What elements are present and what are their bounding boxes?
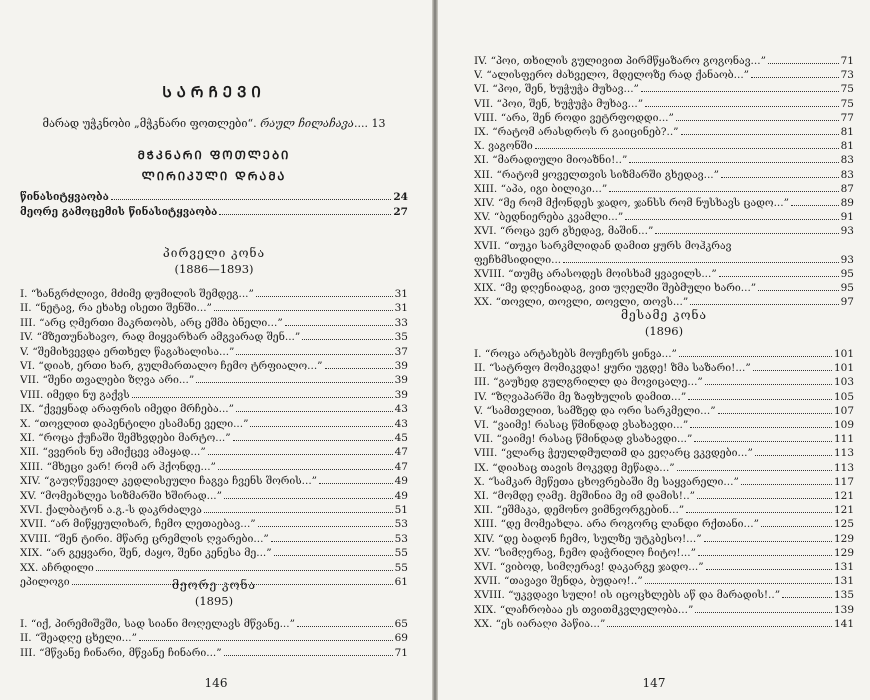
toc-leader-dots	[681, 125, 839, 135]
toc-entry-title: XV. “ბედნიერება კვამლი...”	[474, 211, 624, 224]
toc-entry	[474, 603, 854, 617]
toc-leader-dots	[274, 546, 393, 556]
intro-text: მარად უჭკნობი „მჭკნარი ფოთლები“.	[42, 117, 257, 130]
toc-entry-page: 47	[394, 446, 408, 459]
toc-leader-dots	[132, 388, 393, 398]
toc-entry	[474, 461, 854, 475]
toc-entry-title: XVI. ქალბატონ ა.გ.-ს დაკრძალვა	[20, 504, 202, 516]
toc-entry-title: VIII. “არა, შენ როდი ვეტრფოდდი...”	[474, 111, 674, 124]
toc-entry-page: 129	[833, 532, 854, 545]
toc-leader-dots	[302, 330, 392, 340]
toc-entry-title: XVIII. “უკვდავი სული! ის იცოცხლებს აწ და მარადის!..”	[474, 589, 781, 602]
toc-leader-dots	[625, 210, 838, 220]
toc-entry-page: 27	[393, 205, 408, 218]
toc-leader-dots	[791, 196, 839, 206]
toc-leader-dots	[690, 295, 838, 305]
toc-title: ᲡᲐᲠᲩᲔᲕᲘ	[162, 83, 266, 101]
toc-leader-dots	[758, 281, 838, 291]
toc-leader-dots	[271, 532, 393, 542]
toc-entry-title: VI. “დიახ, ერთი ხარ, გულმართალო ჩემო ტრფიალო...”	[20, 360, 323, 372]
part2-title: მეორე კონა	[171, 578, 257, 592]
toc-entry	[20, 503, 408, 517]
toc-leader-dots	[655, 224, 838, 234]
toc-entry-page: 81	[840, 126, 854, 138]
toc-entry-page: 47	[394, 460, 408, 473]
toc-entry	[474, 588, 854, 602]
toc-entry-title: III. “გაუხედ გულგრილლ და მოვიცალე...”	[474, 376, 703, 389]
page-number-left: 146	[204, 676, 228, 690]
toc-entry-page: 89	[840, 197, 854, 209]
section-title-lyric-drama: ᲚᲘᲠᲘᲙᲣᲚᲘ ᲓᲠᲐᲛᲐ	[141, 169, 287, 183]
toc-entry-title: წინასიტყვაობა	[20, 191, 109, 203]
toc-entry-title: IX. “დიახაც თავის მოკვდე მეწადა...”	[474, 461, 675, 474]
toc-leader-dots	[236, 402, 393, 412]
toc-leader-dots	[718, 404, 832, 414]
toc-leader-dots	[219, 205, 391, 215]
toc-leader-dots	[705, 375, 832, 385]
toc-entry-page: 111	[833, 433, 854, 446]
toc-entry	[20, 402, 408, 416]
toc-entry-page: 83	[840, 168, 854, 181]
right-page	[438, 0, 870, 700]
toc-entry	[474, 82, 854, 96]
toc-entry	[20, 345, 408, 359]
toc-leader-dots	[250, 417, 392, 427]
toc-entry-page: 101	[833, 348, 854, 360]
toc-entry-title: V. “სამთვლით, სამზედ და ორი სარკმელი...”	[474, 404, 716, 417]
toc-entry-title: II. “სატრფო მომიკვდა! ყური უგდე! ზმა საზარი!...”	[474, 362, 751, 375]
toc-entry	[20, 301, 408, 315]
toc-entry	[474, 54, 854, 68]
toc-entry	[474, 503, 854, 517]
toc-entry-title: XIV. “დე ბადონ ჩემო, სულზე უტკბესო!...”	[474, 532, 702, 545]
toc-entry-page: 55	[394, 561, 408, 574]
toc-entry-page: 95	[840, 268, 854, 280]
toc-entry-page: 61	[394, 576, 408, 588]
toc-entry-page: 135	[833, 589, 854, 602]
toc-entry-title: IX. “ქვეყნად არაფრის იმედი მრჩება...”	[20, 403, 235, 416]
toc-entry-title: IV. “ზღვაპარში მე ზაფხულის დამით...”	[474, 390, 687, 403]
toc-entry-title: ეპილოგი	[20, 576, 70, 588]
toc-entry-page: 105	[833, 390, 854, 403]
section-title-faded-leaves: ᲛᲭᲙᲜᲐᲠᲘ ᲤᲝᲗᲚᲔᲑᲘ	[137, 148, 291, 162]
toc-entry-page: 103	[833, 376, 854, 389]
toc-entry-page: 87	[840, 182, 854, 195]
toc-entry	[474, 574, 854, 588]
toc-entry-page: 121	[833, 490, 854, 502]
toc-entry-title: VIII. “ვლარც ჭეულდმულთმ და ვეღარც ვკვდები...”	[474, 447, 753, 460]
part3-years: (1896)	[644, 324, 684, 338]
toc-entry	[474, 347, 854, 361]
toc-entry-title: I. “როცა არტახებს მოუჩერს ყინვა...”	[474, 348, 677, 360]
toc-leader-dots	[218, 460, 393, 470]
toc-entry-page: 117	[833, 475, 854, 488]
toc-entry-title: V. “შემიხვევდა ერთხელ წაგახალისა...”	[20, 345, 235, 358]
toc-entry-title: XVI. “როცა ვერ გხედავ, მაშინ...”	[474, 225, 654, 238]
toc-leader-dots	[679, 347, 832, 357]
toc-entry-page: 43	[394, 417, 408, 430]
toc-entry	[474, 253, 854, 267]
toc-leader-dots	[704, 532, 832, 542]
toc-entry-page: 83	[840, 154, 854, 167]
toc-entry-page: 109	[833, 419, 854, 431]
toc-entry-title: I. “ხანგრძლივი, მძიმე დუმილის შემდეგ...”	[20, 288, 254, 300]
toc-entry	[474, 267, 854, 281]
toc-entry-page: 93	[840, 225, 854, 238]
toc-entry-title: VI. “ვაიმე! რასაც წმინდად ვსახავდი...”	[474, 419, 689, 431]
toc-entry	[474, 432, 854, 446]
toc-entry	[474, 111, 854, 125]
toc-leader-dots	[214, 301, 393, 311]
toc-entry-page: 35	[394, 331, 408, 344]
toc-leader-dots	[753, 361, 832, 371]
toc-entry	[474, 560, 854, 574]
toc-entry-page: 53	[394, 518, 408, 531]
toc-leader-dots	[256, 287, 393, 297]
toc-leader-dots	[698, 546, 832, 556]
toc-entry	[20, 431, 408, 445]
toc-entry	[20, 460, 408, 474]
toc-leader-dots	[563, 253, 838, 263]
toc-entry	[474, 196, 854, 210]
intro-entry	[20, 117, 408, 130]
toc-leader-dots	[319, 474, 393, 484]
toc-leader-dots	[690, 418, 832, 428]
toc-entry	[474, 517, 854, 531]
toc-entry-title: XIX. “არ გეყვარი, შენ, ძაყო, შენი კენესა მე...”	[20, 547, 272, 560]
intro-author: რაულ ჩილაჩავა	[260, 117, 354, 130]
toc-entry-title: XIII. “მხეცი ვარ! რომ არ ჰქონდე...”	[20, 460, 216, 473]
toc-entry-page: 51	[394, 504, 408, 516]
toc-entry-page: 81	[840, 140, 854, 153]
toc-entry-page: 73	[840, 69, 854, 82]
toc-entry-title: VII. “პოი, შენ, ხუჭუჭა მუხავ...”	[474, 97, 644, 110]
toc-leader-dots	[607, 617, 832, 627]
toc-entry-title: VII. “შენი თვალები ზღვა არი...”	[20, 374, 195, 387]
toc-entry-title: XIV. “მე რომ მქონდეს ჯადო, ჯანსს რომ ნუსხავს ცადო...”	[474, 197, 789, 209]
toc-entry	[20, 489, 408, 503]
toc-entry-title: XV. “მომეახლეა სიზმარში ხშირად...”	[20, 489, 222, 502]
toc-entry-page: 53	[394, 532, 408, 545]
toc-entry-page: 141	[833, 617, 854, 630]
toc-entry-page: 75	[840, 97, 854, 110]
toc-entry-title: XII. “ვვერის ნუ ამიქცევ ამაყად...”	[20, 446, 206, 459]
toc-leader-dots	[697, 489, 832, 499]
toc-entry-title: XVII. “თუკი სარკმლიდან დამით ყურს მოჰკრავ	[474, 239, 732, 252]
intro-dots: ....	[353, 117, 372, 130]
toc-entry	[20, 373, 408, 387]
toc-entry	[474, 224, 854, 238]
toc-leader-dots	[233, 431, 393, 441]
toc-entry-page: 75	[840, 83, 854, 96]
toc-entry-page: 49	[394, 475, 408, 488]
part1-years: (1886—1893)	[174, 262, 254, 276]
toc-leader-dots	[761, 517, 832, 527]
toc-entry	[20, 316, 408, 330]
toc-entry-title: XX. აჩრდილი	[20, 561, 94, 574]
toc-entry-page: 129	[833, 546, 854, 559]
toc-entry-page: 37	[394, 345, 408, 358]
toc-leader-dots	[224, 489, 393, 499]
toc-leader-dots	[629, 153, 838, 163]
left-page	[0, 0, 432, 700]
toc-entry	[20, 617, 408, 631]
intro-page: 13	[371, 117, 386, 130]
toc-leader-dots	[686, 503, 832, 513]
toc-entry-page: 55	[394, 547, 408, 560]
toc-entry	[474, 239, 854, 253]
toc-entry	[20, 359, 408, 373]
toc-entry	[474, 390, 854, 404]
toc-entry-title: XIII. “აპა, იგი ბილიკი...”	[474, 182, 608, 195]
toc-entry	[474, 97, 854, 111]
toc-entry-title: XII. “რატომ ყოველთვის სიზმარში გხედავ...”	[474, 168, 720, 181]
toc-entry	[474, 139, 854, 153]
toc-leader-dots	[755, 446, 832, 456]
toc-entry-title: XVII. “არ მიწყეულიხარ, ჩემო ლეთაებავ...”	[20, 518, 256, 531]
toc-entry	[20, 417, 408, 431]
toc-entry	[20, 445, 408, 459]
toc-entry-page: 101	[833, 362, 854, 375]
toc-entry-title: XVI. “ვიბოდ, სიმღერავ! დაკარგე ჯადო...”	[474, 561, 704, 573]
toc-entry-title: XIII. “დე მომეახლა. არა როგორც ლანდი რქთანი...”	[474, 518, 759, 531]
toc-entry-title: VI. “პოი, შენ, ხუჭუჭა მუხავ...”	[474, 83, 639, 96]
toc-entry-title: XVII. “თავავი შენდა, ბუდაო!..”	[474, 575, 643, 588]
toc-leader-dots	[719, 267, 839, 277]
toc-entry-page: 45	[394, 432, 408, 444]
toc-entry-page: 24	[393, 191, 408, 203]
toc-entry-title: IX. “რატომ არასდროს რ გაიცინებ?..”	[474, 126, 679, 138]
toc-entry-title: X. ვაგონში	[474, 140, 533, 153]
toc-entry	[20, 646, 408, 660]
toc-entry-title: ფეჩხმსიდილი...	[474, 253, 562, 266]
toc-entry	[474, 68, 854, 82]
part1-title: პირველი კონა	[162, 246, 266, 260]
toc-entry	[474, 281, 854, 295]
toc-entry-title: II. “ნეტავ, რა ეხახე ისეთი შენში...”	[20, 302, 212, 315]
toc-entry	[20, 631, 408, 645]
toc-leader-dots	[706, 560, 832, 570]
toc-entry	[20, 532, 408, 546]
toc-entry-page: 39	[394, 374, 408, 387]
toc-entry	[474, 210, 854, 224]
toc-leader-dots	[111, 190, 392, 200]
toc-entry-title: XI. “მარადიული მიოაზნი!..”	[474, 154, 628, 167]
toc-entry-page: 33	[394, 316, 408, 329]
toc-entry	[20, 205, 408, 219]
toc-leader-dots	[782, 588, 832, 598]
toc-entry-page: 39	[394, 360, 408, 372]
toc-entry	[20, 546, 408, 560]
toc-entry	[474, 404, 854, 418]
toc-leader-dots	[609, 182, 838, 192]
toc-entry-title: III. “არც ღმერთი მაკრთობს, არც ეშმა ბნელი...”	[20, 316, 283, 329]
toc-entry-page: 113	[833, 461, 854, 474]
toc-leader-dots	[768, 54, 839, 64]
toc-entry-title: IV. “მზეთუნახავო, რად მიყვარხარ ამგვარად შენ...”	[20, 331, 301, 344]
toc-entry-page: 71	[840, 55, 854, 67]
toc-entry-title: III. “მწვანე ჩინარი, მწვანე ჩინარი...”	[20, 646, 222, 659]
toc-entry-page: 91	[840, 211, 854, 224]
toc-entry-title: XIX. “ლაჩრობაა ეს თვითმკვლელობა...”	[474, 603, 694, 616]
toc-entry-page: 97	[840, 296, 854, 309]
toc-entry-title: XX. “თოვლი, თოვლი, თოვლი, თოვს...”	[474, 296, 689, 309]
toc-leader-dots	[641, 82, 839, 92]
toc-entry	[20, 474, 408, 488]
toc-entry-title: I. “იქ, პირემიშვში, სად სიანი მოღელავს მწვანე...”	[20, 618, 295, 630]
toc-entry	[20, 190, 408, 204]
toc-leader-dots	[677, 461, 832, 471]
part3-title: მესამე კონა	[620, 308, 708, 322]
toc-leader-dots	[535, 139, 839, 149]
toc-entry-title: VIII. იმედი ნუ გაქვს	[20, 388, 130, 401]
toc-leader-dots	[139, 631, 393, 641]
toc-entry-page: 139	[833, 603, 854, 616]
toc-leader-dots	[208, 445, 393, 455]
toc-entry-title: X. “თოვლით დაპენტილი ესამანე ველი...”	[20, 417, 249, 430]
toc-entry-title: XIX. “მე დღენიადაგ, ვით უღელში შებმული ხარი...”	[474, 282, 757, 295]
part2-years: (1895)	[194, 594, 234, 608]
toc-leader-dots	[751, 68, 839, 78]
toc-entry-title: VII. “ვაიმე! რასაც წმინდად ვსახავდი...”	[474, 433, 693, 446]
toc-entry-title: მეორე გამოცემის წინასიტყვაობა	[20, 205, 218, 218]
toc-entry	[20, 388, 408, 402]
toc-entry	[474, 153, 854, 167]
toc-entry-title: XX. “ეს იარაღი პაწია...”	[474, 617, 606, 630]
toc-entry-title: XIV. “გაუღწევეილ კედლისეული ჩაგვა ჩვენს შორის...”	[20, 475, 318, 488]
toc-leader-dots	[325, 359, 393, 369]
toc-entry	[474, 375, 854, 389]
toc-leader-dots	[645, 97, 839, 107]
toc-leader-dots	[741, 475, 832, 485]
toc-entry-page: 39	[394, 388, 408, 401]
toc-leader-dots	[196, 373, 392, 383]
toc-entry-page: 31	[394, 288, 408, 300]
toc-entry-title: X. “სამკარ მეწეთა ცხოვრებაში მე საყვარელი...”	[474, 475, 739, 488]
toc-entry-page: 95	[840, 282, 854, 295]
toc-entry-title: IV. “პოი, თხილის გულივით პირმწყაზარო გოგონავ...”	[474, 55, 766, 67]
toc-entry	[474, 546, 854, 560]
toc-entry-title: XI. “როცა ქუჩაში შემხვდები მარტო...”	[20, 432, 231, 444]
toc-entry	[474, 125, 854, 139]
toc-entry-title: XII. “ეშმაკა, დემონო ვიმნვორგებინ...”	[474, 504, 685, 517]
toc-leader-dots	[204, 503, 393, 513]
toc-entry-page: 131	[833, 561, 854, 573]
toc-entry-title: V. “ალისფერო ძახველო, მდელოზე რად ქანაობ...”	[474, 69, 750, 82]
toc-leader-dots	[695, 603, 832, 613]
toc-entry	[474, 182, 854, 196]
toc-leader-dots	[694, 432, 832, 442]
toc-entry-page: 49	[394, 489, 408, 502]
toc-leader-dots	[285, 316, 393, 326]
toc-entry	[474, 617, 854, 631]
toc-leader-dots	[224, 646, 393, 656]
toc-leader-dots	[96, 561, 393, 571]
toc-entry-page: 125	[833, 518, 854, 531]
toc-entry-page: 71	[394, 646, 408, 659]
toc-entry	[474, 475, 854, 489]
toc-entry	[474, 446, 854, 460]
toc-entry	[20, 561, 408, 575]
toc-entry-page: 77	[840, 111, 854, 124]
toc-leader-dots	[258, 517, 393, 527]
toc-entry-page: 131	[833, 575, 854, 588]
toc-entry-page: 43	[394, 403, 408, 416]
toc-entry	[20, 330, 408, 344]
toc-entry-title: XI. “მომდე ღამე. მეშინია მე იმ დამის!..”	[474, 490, 696, 502]
toc-entry	[474, 489, 854, 503]
toc-entry-page: 31	[394, 302, 408, 315]
toc-entry-page: 121	[833, 504, 854, 517]
toc-entry-page: 113	[833, 447, 854, 460]
toc-leader-dots	[721, 168, 839, 178]
toc-entry	[474, 361, 854, 375]
toc-entry-title: XVIII. “შენ ტირი. მწარე ცრემლის ღვარები...”	[20, 532, 269, 545]
toc-leader-dots	[236, 345, 392, 355]
toc-leader-dots	[676, 111, 839, 121]
toc-entry-page: 93	[840, 253, 854, 266]
toc-entry-page: 107	[833, 404, 854, 417]
toc-entry	[474, 168, 854, 182]
toc-entry	[474, 418, 854, 432]
toc-entry	[474, 532, 854, 546]
toc-leader-dots	[645, 574, 832, 584]
toc-entry-page: 65	[394, 618, 408, 630]
toc-entry-page: 69	[394, 632, 408, 645]
toc-entry-title: II. “შეადღე ცხელი...”	[20, 632, 137, 645]
toc-entry	[20, 287, 408, 301]
toc-leader-dots	[688, 390, 832, 400]
toc-entry-title: XV. “სიმღერავ, ჩემო დაჭრილო ჩიტო!...”	[474, 546, 696, 559]
toc-entry-title: XVIII. “თუმც არასოდეს მოისხამ ყვავილს...”	[474, 268, 717, 280]
page-number-right: 147	[642, 676, 666, 690]
toc-entry	[20, 517, 408, 531]
toc-leader-dots	[297, 617, 393, 627]
